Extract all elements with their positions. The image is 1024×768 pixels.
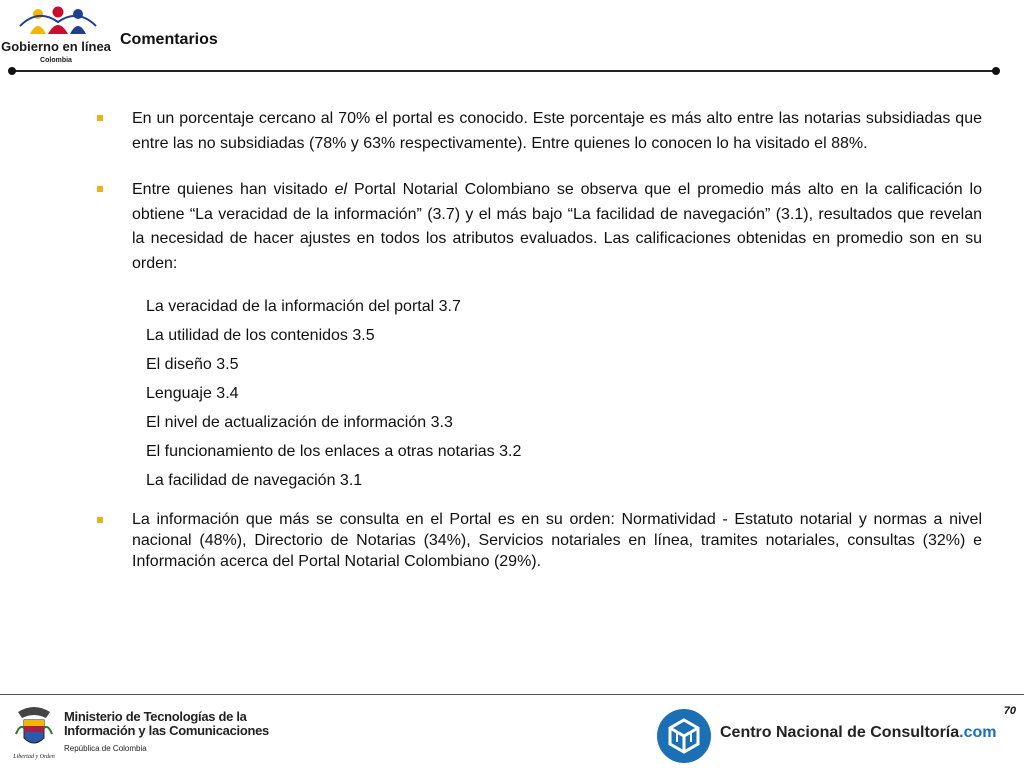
bullet-text-part: Portal Notarial Colombiano se observa que el promedio más alto en la calificación lo obtiene “La veracidad de la información” (3.7) y el más bajo “La facilidad de navegación” (3.1), resultados que revelan la necesidad de hacer ajustes en todos los atributos evaluados. Las calificaciones obtenidas en promedio son en su orden: [132,181,983,272]
cnc-logo-icon [656,708,712,764]
footer-divider [0,694,1024,695]
ministry-name-line2: Información y las Comunicaciones [64,723,269,738]
header-divider [12,70,996,72]
bullet-text-part: Entre quienes han visitado [132,181,335,198]
rating-item: La veracidad de la información del portal 3.7 [146,298,461,315]
rating-item: La utilidad de los contenidos 3.5 [146,327,375,344]
square-bullet-icon [97,115,103,121]
ratings-list [95,292,982,495]
bullet-item [95,107,982,156]
bullet-item [95,509,982,572]
cnc-name [720,724,996,742]
ministry-name [64,710,269,738]
rating-item: La facilidad de navegación 3.1 [146,472,363,489]
page-number: 70 [1003,705,1016,717]
ministry-country: República de Colombia [64,744,147,753]
seal-motto: Libertad y Orden [13,754,55,760]
bullet-text-italic: el [334,181,348,198]
ministry-name-line1: Ministerio de Tecnologías de la [64,709,247,724]
page-title: Comentarios [120,31,218,48]
rating-item: El funcionamiento de los enlaces a otras notarias 3.2 [146,443,522,460]
divider-dot-right [992,67,1000,75]
rating-item: Lenguaje 3.4 [146,385,239,402]
rating-item: El diseño 3.5 [146,356,239,373]
svg-text:Colombia: Colombia [40,57,72,64]
bullet-text: La información que más se consulta en el Portal es en su orden: Normatividad - Estatuto notarial y normas a nivel nacional (48%), Directorio de Notarias (34%), Servicios notariales en línea, tramites notariales, consultas (32%) e Información acerca del Portal Notarial Colombiano (29%). [132,511,982,570]
cnc-domain: .com [959,724,997,741]
bullet-text: En un porcentaje cercano al 70% el portal es conocido. Este porcentaje es más alto entre las notarias subsidiadas que entre las no subsidiadas (78% y 63% respectivamente). Entre quienes lo conocen lo ha visitado el 88%. [132,110,982,152]
cnc-name-main: Centro Nacional de Consultoría [720,724,960,741]
rating-item: El nivel de actualización de información 3.3 [146,414,453,431]
svg-text:Gobierno en línea: Gobierno en línea [1,39,111,54]
colombia-coat-of-arms-icon [14,704,54,762]
comments-content [95,107,982,572]
bullet-item [95,178,982,276]
gobierno-en-linea-logo [1,4,111,66]
divider-dot-left [8,67,16,75]
square-bullet-icon [97,186,103,192]
square-bullet-icon [97,517,103,523]
